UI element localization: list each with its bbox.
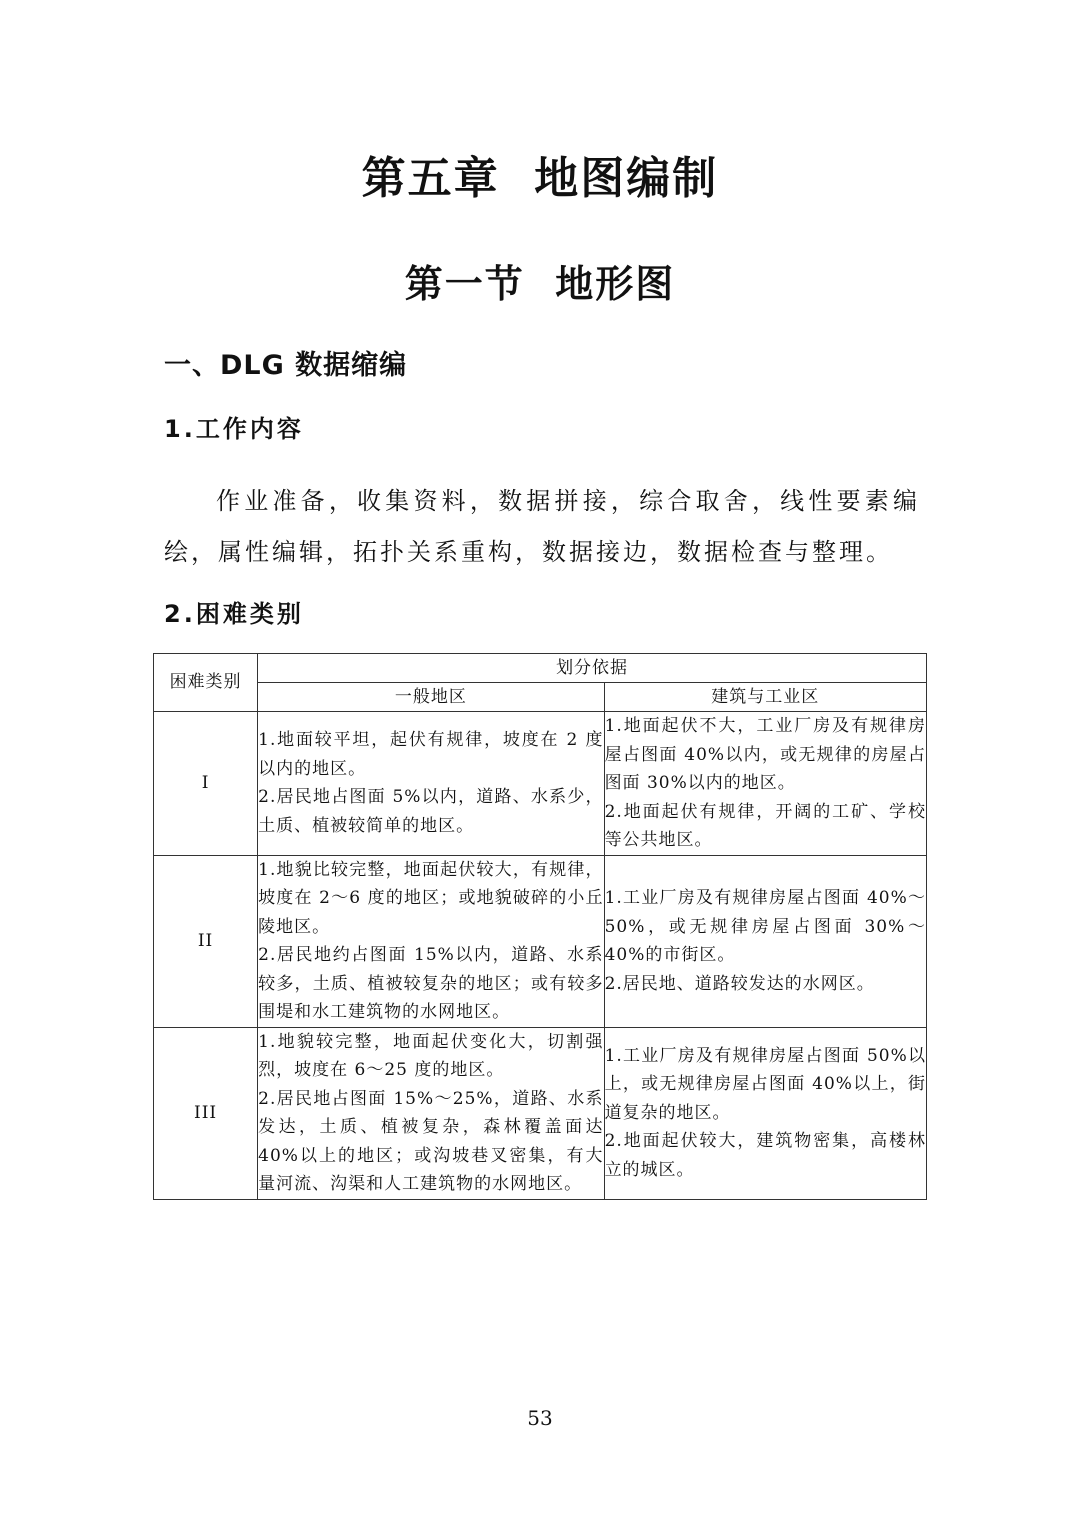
criteria-line: 2.地面起伏较大，建筑物密集，高楼林立的城区。 [604, 1131, 926, 1180]
chapter-title: 第五章 地图编制 [361, 153, 719, 204]
table-subheader-row [154, 683, 927, 712]
work-content-paragraph: 作业准备，收集资料，数据拼接，综合取舍，线性要素编绘，属性编辑，拓扑关系重构，数据接边，数据检查与整理。 [164, 487, 920, 566]
criteria-line: 1.地面较平坦，起伏有规律，坡度在 2 度以内的地区。 [258, 730, 604, 779]
heading-difficulty-category: 2.困难类别 [164, 600, 304, 628]
page-number: 53 [527, 1406, 553, 1430]
building-area-cell [604, 712, 926, 856]
header-category: 困难类别 [154, 654, 258, 712]
category-cell: I [154, 712, 258, 856]
header-general-area: 一般地区 [258, 683, 604, 712]
general-area-cell [258, 855, 604, 1027]
criteria-line: 1.工业厂房及有规律房屋占图面 50%以上，或无规律房屋占图面 40%以上，街道复杂的地区。 [604, 1045, 926, 1123]
table-row [154, 1027, 927, 1199]
criteria-line: 2.居民地约占图面 15%以内，道路、水系较多，土质、植被较复杂的地区；或有较多围堤和水工建筑物的水网地区。 [258, 945, 604, 1022]
header-building-industrial: 建筑与工业区 [604, 683, 926, 712]
building-area-cell [604, 1027, 926, 1199]
criteria-line: 2.居民地、道路较发达的水网区。 [604, 973, 875, 994]
header-basis: 划分依据 [258, 654, 927, 683]
building-area-cell [604, 855, 926, 1027]
table-header-row [154, 654, 927, 683]
category-cell: II [154, 855, 258, 1027]
criteria-line: 2.居民地占图面 15%～25%，道路、水系发达，土质、植被复杂，森林覆盖面达 40%以上的地区；或沟坡巷叉密集，有大量河流、沟渠和人工建筑物的水网地区。 [258, 1088, 604, 1194]
section-title: 第一节 地形图 [404, 262, 676, 306]
criteria-line: 1.工业厂房及有规律房屋占图面 40%～50%，或无规律房屋占图面 30%～40%的市街区。 [604, 888, 926, 965]
criteria-line: 1.地面起伏不大，工业厂房及有规律房屋占图面 40%以内，或无规律的房屋占图面 30%以内的地区。 [604, 716, 926, 793]
criteria-line: 2.居民地占图面 5%以内，道路、水系少，土质、植被较简单的地区。 [258, 787, 604, 836]
table-row [154, 855, 927, 1027]
table-row [154, 712, 927, 856]
category-cell: III [154, 1027, 258, 1199]
heading-dlg-compilation: 一、DLG 数据缩编 [164, 350, 408, 381]
difficulty-table [153, 653, 927, 1200]
criteria-line: 1.地貌比较完整，地面起伏较大，有规律，坡度在 2～6 度的地区；或地貌破碎的小丘陵地区。 [258, 859, 604, 937]
criteria-line: 2.地面起伏有规律，开阔的工矿、学校等公共地区。 [604, 801, 926, 850]
general-area-cell [258, 1027, 604, 1199]
general-area-cell [258, 712, 604, 856]
criteria-line: 1.地貌较完整，地面起伏变化大，切割强烈，坡度在 6～25 度的地区。 [258, 1031, 604, 1080]
heading-work-content: 1.工作内容 [164, 415, 304, 443]
